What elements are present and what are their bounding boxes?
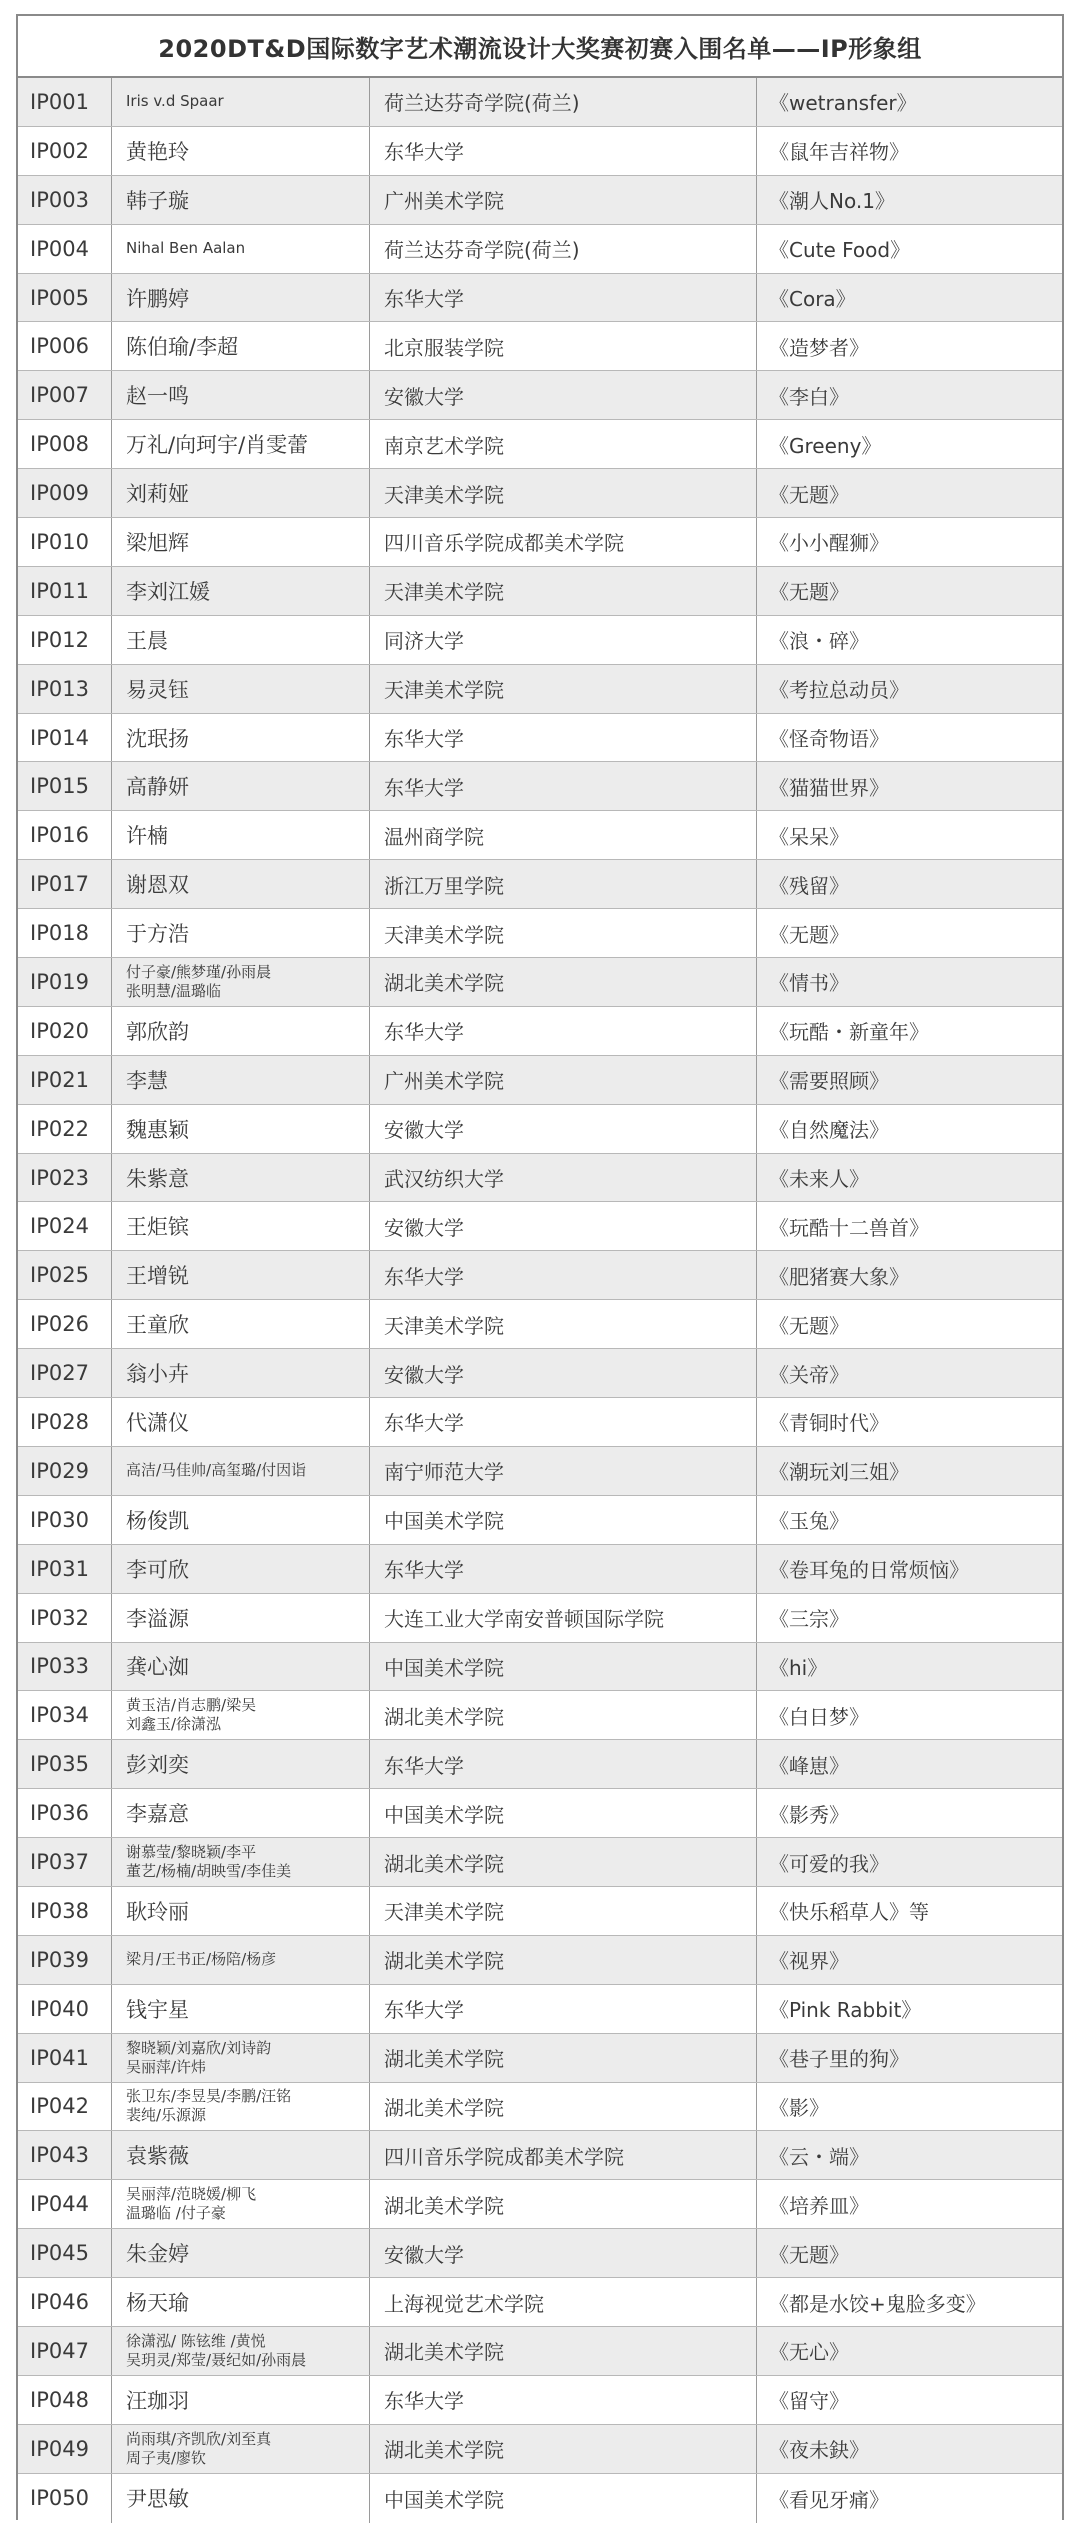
work-title: 《需要照顾》 xyxy=(769,1069,889,1094)
work-title: 《Cora》 xyxy=(769,287,856,311)
table-row xyxy=(18,1789,1062,1838)
work-title: 《无题》 xyxy=(769,482,849,507)
school-name: 南宁师范大学 xyxy=(370,1447,757,1495)
entrant-name: 梁旭辉 xyxy=(112,518,370,566)
work-title: 《峰崽》 xyxy=(769,1753,849,1778)
school-name: 天津美术学院 xyxy=(370,1300,757,1348)
table-row xyxy=(18,811,1062,860)
work-title: 《看见牙痛》 xyxy=(769,2487,889,2512)
work-title: 《造梦者》 xyxy=(769,335,869,360)
entrant-name: 尚雨琪/齐凯欣/刘至真 周子夷/廖钦 xyxy=(112,2425,370,2473)
school-name: 广州美术学院 xyxy=(370,176,757,224)
entry-id: IP015 xyxy=(18,762,112,810)
work-title: 《未来人》 xyxy=(769,1167,869,1192)
table-row xyxy=(18,1056,1062,1105)
school-name: 中国美术学院 xyxy=(370,2474,757,2523)
school-name: 天津美术学院 xyxy=(370,909,757,957)
work-title: 《玉兔》 xyxy=(769,1509,849,1534)
entrant-name: 张卫东/李昱昊/李鹏/汪铭 裴纯/乐源源 xyxy=(112,2083,370,2131)
table-row xyxy=(18,1740,1062,1789)
entry-id: IP020 xyxy=(18,1007,112,1055)
entrant-name: 杨俊凯 xyxy=(112,1496,370,1544)
entry-id: IP033 xyxy=(18,1643,112,1691)
entrant-name: 王增锐 xyxy=(112,1251,370,1299)
school-name: 安徽大学 xyxy=(370,1349,757,1397)
work-title: 《视界》 xyxy=(769,1949,849,1974)
entrant-name: 王晨 xyxy=(112,616,370,664)
entry-id: IP047 xyxy=(18,2327,112,2375)
entry-id: IP004 xyxy=(18,225,112,273)
entrant-name: 李可欣 xyxy=(112,1545,370,1593)
entrant-name: 谢慕莹/黎晓颖/李平 董艺/杨楠/胡映雪/李佳美 xyxy=(112,1838,370,1886)
table-row xyxy=(18,1398,1062,1447)
table-row xyxy=(18,860,1062,909)
work-title: 《潮人No.1》 xyxy=(769,189,895,214)
entrant-name: 刘莉娅 xyxy=(112,469,370,517)
table-row xyxy=(18,2131,1062,2180)
entrant-name: 李嘉意 xyxy=(112,1789,370,1837)
entry-id: IP022 xyxy=(18,1105,112,1153)
entrant-name: 赵一鸣 xyxy=(112,371,370,419)
table-row xyxy=(18,371,1062,420)
entrant-name: 尹思敏 xyxy=(112,2474,370,2523)
entry-id: IP008 xyxy=(18,420,112,468)
work-title: 《自然魔法》 xyxy=(769,1118,889,1143)
entrant-name: 李溢源 xyxy=(112,1594,370,1642)
entrant-name: 沈珉扬 xyxy=(112,714,370,762)
work-title: 《Cute Food》 xyxy=(769,238,911,263)
work-title: 《培养皿》 xyxy=(769,2193,869,2218)
entry-id: IP031 xyxy=(18,1545,112,1593)
school-name: 天津美术学院 xyxy=(370,665,757,713)
entry-id: IP001 xyxy=(18,78,112,126)
entrant-name: 魏惠颖 xyxy=(112,1105,370,1153)
entrant-name: 黎晓颖/刘嘉欣/刘诗韵 吴丽萍/许炜 xyxy=(112,2034,370,2082)
entrant-name: 钱宇星 xyxy=(112,1985,370,2033)
table-row xyxy=(18,1496,1062,1545)
school-name: 湖北美术学院 xyxy=(370,2083,757,2131)
school-name: 天津美术学院 xyxy=(370,469,757,517)
table-row xyxy=(18,1300,1062,1349)
work-title: 《青铜时代》 xyxy=(769,1411,889,1436)
work-title: 《鼠年吉祥物》 xyxy=(769,140,909,165)
work-title: 《无题》 xyxy=(769,1313,849,1338)
work-title: 《浪・碎》 xyxy=(769,629,869,654)
table-row xyxy=(18,762,1062,811)
entrant-name: 徐潇泓/ 陈铉维 /黄悦 吴玥灵/郑莹/聂纪如/孙雨晨 xyxy=(112,2327,370,2375)
entrant-name: Nihal Ben Aalan xyxy=(112,225,370,273)
work-title: 《影》 xyxy=(769,2095,829,2120)
entrant-name: 龚心洳 xyxy=(112,1643,370,1691)
work-title: 《都是水饺+鬼脸多变》 xyxy=(769,2291,986,2316)
work-title: 《潮玩刘三姐》 xyxy=(769,1460,909,1485)
entry-id: IP003 xyxy=(18,176,112,224)
entrant-name: 易灵钰 xyxy=(112,665,370,713)
school-name: 天津美术学院 xyxy=(370,567,757,615)
entrant-name: 许鹏婷 xyxy=(112,274,370,322)
entry-id: IP024 xyxy=(18,1202,112,1250)
table-row xyxy=(18,127,1062,176)
table-row xyxy=(18,1545,1062,1594)
table-row xyxy=(18,2327,1062,2376)
work-title: 《怪奇物语》 xyxy=(769,727,889,752)
table-row xyxy=(18,1251,1062,1300)
school-name: 东华大学 xyxy=(370,1007,757,1055)
entry-id: IP005 xyxy=(18,274,112,322)
entrant-name: 袁紫薇 xyxy=(112,2131,370,2179)
table-row xyxy=(18,518,1062,567)
school-name: 东华大学 xyxy=(370,127,757,175)
work-title: 《小小醒狮》 xyxy=(769,531,889,556)
entrant-name: 朱紫意 xyxy=(112,1154,370,1202)
work-title: 《玩酷・新童年》 xyxy=(769,1020,929,1045)
work-title: 《卷耳兔的日常烦恼》 xyxy=(769,1558,969,1583)
entrant-name: 汪珈羽 xyxy=(112,2376,370,2424)
table-row xyxy=(18,176,1062,225)
school-name: 中国美术学院 xyxy=(370,1643,757,1691)
table-row xyxy=(18,1643,1062,1692)
work-title: 《猫猫世界》 xyxy=(769,775,889,800)
work-title: 《玩酷十二兽首》 xyxy=(769,1215,929,1240)
entry-id: IP021 xyxy=(18,1056,112,1104)
table-row xyxy=(18,2083,1062,2132)
entrant-name: 彭刘奕 xyxy=(112,1740,370,1788)
school-name: 同济大学 xyxy=(370,616,757,664)
table-row xyxy=(18,714,1062,763)
entry-id: IP039 xyxy=(18,1936,112,1984)
entrant-name: 万礼/向珂宇/肖雯蕾 xyxy=(112,420,370,468)
entry-id: IP011 xyxy=(18,567,112,615)
entry-id: IP017 xyxy=(18,860,112,908)
work-title: 《Greeny》 xyxy=(769,433,882,458)
table-row xyxy=(18,665,1062,714)
work-title: 《巷子里的狗》 xyxy=(769,2047,909,2072)
work-title: 《肥猪赛大象》 xyxy=(769,1264,909,1289)
school-name: 东华大学 xyxy=(370,1545,757,1593)
entry-id: IP027 xyxy=(18,1349,112,1397)
entrant-name: Iris v.d Spaar xyxy=(112,78,370,126)
results-table xyxy=(16,14,1064,2520)
entrant-name: 李慧 xyxy=(112,1056,370,1104)
entry-id: IP025 xyxy=(18,1251,112,1299)
entry-id: IP036 xyxy=(18,1789,112,1837)
table-row xyxy=(18,909,1062,958)
work-title: 《可爱的我》 xyxy=(769,1851,889,1876)
work-title: 《Pink Rabbit》 xyxy=(769,1998,922,2023)
school-name: 湖北美术学院 xyxy=(370,2034,757,2082)
entry-id: IP016 xyxy=(18,811,112,859)
entry-id: IP044 xyxy=(18,2180,112,2228)
table-row xyxy=(18,2180,1062,2229)
entrant-name: 于方浩 xyxy=(112,909,370,957)
table-row xyxy=(18,274,1062,323)
school-name: 湖北美术学院 xyxy=(370,1838,757,1886)
entry-id: IP002 xyxy=(18,127,112,175)
entry-id: IP040 xyxy=(18,1985,112,2033)
table-row xyxy=(18,958,1062,1007)
school-name: 上海视觉艺术学院 xyxy=(370,2278,757,2326)
entry-id: IP029 xyxy=(18,1447,112,1495)
school-name: 东华大学 xyxy=(370,1985,757,2033)
work-title: 《快乐稻草人》等 xyxy=(769,1900,929,1925)
school-name: 大连工业大学南安普顿国际学院 xyxy=(370,1594,757,1642)
school-name: 武汉纺织大学 xyxy=(370,1154,757,1202)
work-title: 《残留》 xyxy=(769,873,849,898)
work-title: 《留守》 xyxy=(769,2389,849,2414)
entry-id: IP042 xyxy=(18,2083,112,2131)
work-title: 《云・端》 xyxy=(769,2144,869,2169)
entrant-name: 高洁/马佳帅/高玺璐/付因诣 xyxy=(112,1447,370,1495)
school-name: 湖北美术学院 xyxy=(370,2327,757,2375)
entry-id: IP010 xyxy=(18,518,112,566)
school-name: 中国美术学院 xyxy=(370,1496,757,1544)
table-row xyxy=(18,1105,1062,1154)
entrant-name: 陈伯瑜/李超 xyxy=(112,322,370,370)
work-title: 《无题》 xyxy=(769,580,849,605)
table-row xyxy=(18,2376,1062,2425)
school-name: 四川音乐学院成都美术学院 xyxy=(370,2131,757,2179)
entrant-name: 王童欣 xyxy=(112,1300,370,1348)
entry-id: IP034 xyxy=(18,1691,112,1739)
table-row xyxy=(18,225,1062,274)
entry-id: IP006 xyxy=(18,322,112,370)
entry-id: IP007 xyxy=(18,371,112,419)
table-row xyxy=(18,1594,1062,1643)
entrant-name: 高静妍 xyxy=(112,762,370,810)
school-name: 东华大学 xyxy=(370,1251,757,1299)
entrant-name: 李刘江媛 xyxy=(112,567,370,615)
table-body xyxy=(18,78,1062,2523)
table-row xyxy=(18,420,1062,469)
school-name: 东华大学 xyxy=(370,762,757,810)
work-title: 《无心》 xyxy=(769,2340,849,2365)
entry-id: IP046 xyxy=(18,2278,112,2326)
entry-id: IP028 xyxy=(18,1398,112,1446)
entrant-name: 代潇仪 xyxy=(112,1398,370,1446)
entry-id: IP019 xyxy=(18,958,112,1006)
entrant-name: 谢恩双 xyxy=(112,860,370,908)
table-row xyxy=(18,78,1062,127)
work-title: 《考拉总动员》 xyxy=(769,678,909,703)
school-name: 湖北美术学院 xyxy=(370,958,757,1006)
school-name: 湖北美术学院 xyxy=(370,1936,757,1984)
entry-id: IP013 xyxy=(18,665,112,713)
entry-id: IP018 xyxy=(18,909,112,957)
entry-id: IP023 xyxy=(18,1154,112,1202)
entry-id: IP009 xyxy=(18,469,112,517)
school-name: 安徽大学 xyxy=(370,1202,757,1250)
table-title: 2020DT&D国际数字艺术潮流设计大奖赛初赛入围名单——IP形象组 xyxy=(18,16,1062,78)
entry-id: IP037 xyxy=(18,1838,112,1886)
work-title: 《hi》 xyxy=(769,1655,828,1680)
work-title: 《夜未鈌》 xyxy=(769,2438,869,2463)
school-name: 东华大学 xyxy=(370,1740,757,1788)
school-name: 安徽大学 xyxy=(370,1105,757,1153)
school-name: 中国美术学院 xyxy=(370,1789,757,1837)
entrant-name: 梁月/王书正/杨陪/杨彦 xyxy=(112,1936,370,1984)
school-name: 荷兰达芬奇学院(荷兰) xyxy=(370,225,757,273)
work-title: 《李白》 xyxy=(769,384,849,409)
entrant-name: 韩子璇 xyxy=(112,176,370,224)
entrant-name: 付子豪/熊梦瑾/孙雨晨 张明慧/温璐临 xyxy=(112,958,370,1006)
work-title: 《wetransfer》 xyxy=(769,91,917,116)
entrant-name: 王炬镔 xyxy=(112,1202,370,1250)
table-row xyxy=(18,567,1062,616)
work-title: 《关帝》 xyxy=(769,1362,849,1387)
entry-id: IP043 xyxy=(18,2131,112,2179)
table-row xyxy=(18,1349,1062,1398)
school-name: 北京服装学院 xyxy=(370,322,757,370)
work-title: 《无题》 xyxy=(769,922,849,947)
table-row xyxy=(18,1887,1062,1936)
table-row xyxy=(18,2229,1062,2278)
table-row xyxy=(18,1691,1062,1740)
table-row xyxy=(18,1154,1062,1203)
entrant-name: 许楠 xyxy=(112,811,370,859)
table-row xyxy=(18,1936,1062,1985)
table-row xyxy=(18,2278,1062,2327)
entrant-name: 杨天瑜 xyxy=(112,2278,370,2326)
work-title: 《三宗》 xyxy=(769,1607,849,1632)
school-name: 东华大学 xyxy=(370,714,757,762)
school-name: 湖北美术学院 xyxy=(370,1691,757,1739)
school-name: 温州商学院 xyxy=(370,811,757,859)
entry-id: IP041 xyxy=(18,2034,112,2082)
entrant-name: 耿玲丽 xyxy=(112,1887,370,1935)
table-row xyxy=(18,322,1062,371)
school-name: 安徽大学 xyxy=(370,371,757,419)
table-row xyxy=(18,2034,1062,2083)
school-name: 四川音乐学院成都美术学院 xyxy=(370,518,757,566)
school-name: 湖北美术学院 xyxy=(370,2180,757,2228)
entrant-name: 黄艳玲 xyxy=(112,127,370,175)
entrant-name: 翁小卉 xyxy=(112,1349,370,1397)
table-row xyxy=(18,469,1062,518)
work-title: 《无题》 xyxy=(769,2242,849,2267)
entry-id: IP045 xyxy=(18,2229,112,2277)
table-row xyxy=(18,1007,1062,1056)
work-title: 《情书》 xyxy=(769,971,849,996)
school-name: 浙江万里学院 xyxy=(370,860,757,908)
entrant-name: 黄玉洁/肖志鹏/梁吴 刘鑫玉/徐潇泓 xyxy=(112,1691,370,1739)
entry-id: IP014 xyxy=(18,714,112,762)
work-title: 《白日梦》 xyxy=(769,1704,869,1729)
entry-id: IP050 xyxy=(18,2474,112,2523)
school-name: 湖北美术学院 xyxy=(370,2425,757,2473)
table-row xyxy=(18,1838,1062,1887)
work-title: 《呆呆》 xyxy=(769,824,849,849)
entry-id: IP032 xyxy=(18,1594,112,1642)
school-name: 天津美术学院 xyxy=(370,1887,757,1935)
table-row xyxy=(18,2425,1062,2474)
table-row xyxy=(18,1985,1062,2034)
school-name: 东华大学 xyxy=(370,2376,757,2424)
entry-id: IP048 xyxy=(18,2376,112,2424)
entry-id: IP012 xyxy=(18,616,112,664)
entrant-name: 吴丽萍/范晓媛/柳飞 温璐临 /付子豪 xyxy=(112,2180,370,2228)
entrant-name: 郭欣韵 xyxy=(112,1007,370,1055)
entry-id: IP030 xyxy=(18,1496,112,1544)
school-name: 东华大学 xyxy=(370,1398,757,1446)
entry-id: IP035 xyxy=(18,1740,112,1788)
school-name: 南京艺术学院 xyxy=(370,420,757,468)
entry-id: IP026 xyxy=(18,1300,112,1348)
entry-id: IP038 xyxy=(18,1887,112,1935)
table-row xyxy=(18,616,1062,665)
school-name: 东华大学 xyxy=(370,274,757,322)
school-name: 荷兰达芬奇学院(荷兰) xyxy=(370,78,757,126)
school-name: 安徽大学 xyxy=(370,2229,757,2277)
entry-id: IP049 xyxy=(18,2425,112,2473)
school-name: 广州美术学院 xyxy=(370,1056,757,1104)
table-row xyxy=(18,1447,1062,1496)
table-row xyxy=(18,1202,1062,1251)
table-row xyxy=(18,2474,1062,2523)
entrant-name: 朱金婷 xyxy=(112,2229,370,2277)
work-title: 《影秀》 xyxy=(769,1802,849,1827)
